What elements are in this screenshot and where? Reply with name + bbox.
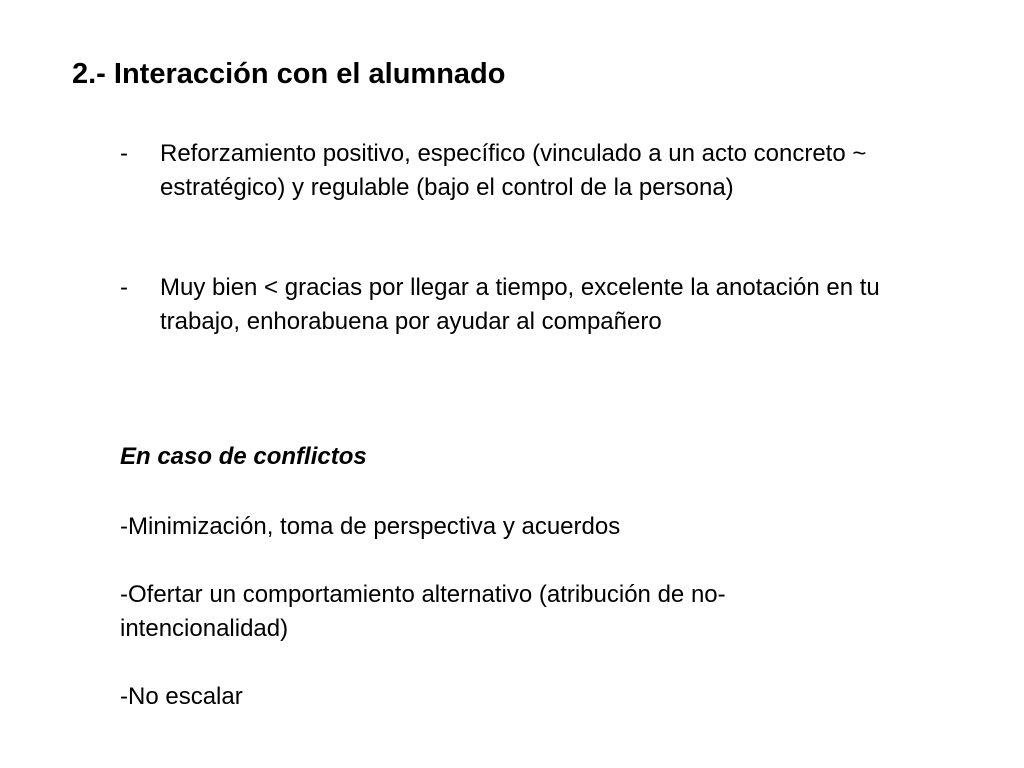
conflict-item-no-escalar: -No escalar (120, 683, 243, 710)
bullet-dash: - (120, 274, 128, 301)
slide-title: 2.- Interacción con el alumnado (72, 58, 506, 90)
conflicts-heading: En caso de conflictos (120, 443, 367, 470)
bullet-item-muy-bien (120, 271, 880, 339)
conflict-item-minimizacion: -Minimización, toma de perspectiva y acuerdos (120, 513, 621, 540)
bullet-dash: - (120, 140, 128, 167)
bullet-text: Muy bien < gracias por llegar a tiempo, excelente la anotación en tu trabajo, enhorabuena por ayudar al compañero (160, 274, 880, 335)
conflict-item-ofertar: -Ofertar un comportamiento alternativo (atribución de no-intencionalidad) (120, 581, 726, 642)
bullet-item-reforzamiento (120, 137, 880, 205)
bullet-text: Reforzamiento positivo, específico (vinculado a un acto concreto ~ estratégico) y regulable (bajo el control de la persona) (160, 140, 867, 201)
